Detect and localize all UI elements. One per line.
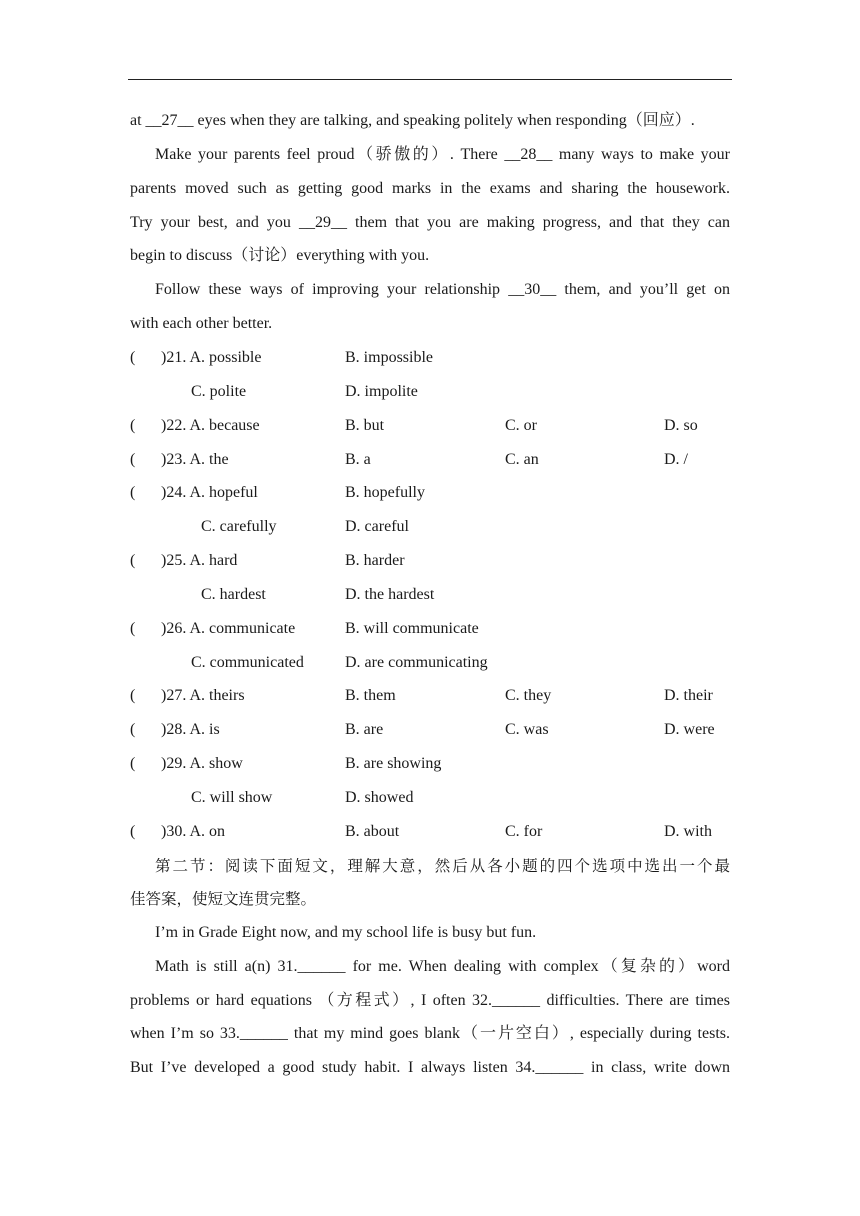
answer-bracket[interactable]: (: [130, 417, 136, 434]
question-22-option-a: )22. A. because: [161, 417, 260, 434]
question-28-option-b: B. are: [345, 721, 384, 738]
section-2-heading: 第二节：阅读下面短文，理解大意，然后从各小题的四个选项中选出一个最: [155, 857, 730, 875]
answer-bracket[interactable]: (: [130, 349, 136, 366]
question-26-option-b: B. will communicate: [345, 620, 479, 637]
question-24-option-d: D. careful: [345, 518, 409, 535]
passage-line: Try your best, and you __29__ them that you are making progress, and that they can: [130, 214, 730, 231]
question-22-option-d: D. so: [664, 417, 698, 434]
question-30-option-a: )30. A. on: [161, 823, 225, 840]
question-30-option-b: B. about: [345, 823, 400, 840]
question-21-option-d: D. impolite: [345, 383, 418, 400]
question-29-option-c: C. will show: [191, 789, 273, 806]
answer-bracket[interactable]: (: [130, 552, 136, 569]
passage-2-line: I’m in Grade Eight now, and my school life is busy but fun.: [155, 924, 537, 941]
question-23-option-d: D. /: [664, 451, 688, 468]
question-28-option-a: )28. A. is: [161, 721, 220, 738]
question-21-option-a: )21. A. possible: [161, 349, 262, 366]
section-2-heading-cont: 佳答案，使短文连贯完整。: [130, 890, 317, 908]
answer-bracket[interactable]: (: [130, 755, 136, 772]
question-29-option-a: )29. A. show: [161, 755, 243, 772]
question-21-option-c: C. polite: [191, 383, 247, 400]
question-28-option-c: C. was: [505, 721, 549, 738]
question-24-option-c: C. carefully: [201, 518, 277, 535]
answer-bracket[interactable]: (: [130, 687, 136, 704]
passage-line: begin to discuss（讨论）everything with you.: [130, 247, 430, 264]
question-29-option-b: B. are showing: [345, 755, 442, 772]
question-22-option-b: B. but: [345, 417, 385, 434]
question-27-option-c: C. they: [505, 687, 552, 704]
question-22-option-c: C. or: [505, 417, 537, 434]
answer-bracket[interactable]: (: [130, 620, 136, 637]
question-27-option-d: D. their: [664, 687, 713, 704]
passage-line: Make your parents feel proud（骄傲的）. There __28__ many ways to make your: [155, 146, 730, 163]
question-26-option-c: C. communicated: [191, 654, 304, 671]
question-23-option-a: )23. A. the: [161, 451, 229, 468]
question-26-option-d: D. are communicating: [345, 654, 488, 671]
answer-bracket[interactable]: (: [130, 484, 136, 501]
passage-2-line: problems or hard equations （方程式）, I often 32.______ difficulties. There are times: [130, 992, 730, 1009]
passage-line: with each other better.: [130, 315, 273, 332]
question-30-option-d: D. with: [664, 823, 712, 840]
question-24-option-a: )24. A. hopeful: [161, 484, 258, 501]
passage-line: Follow these ways of improving your relationship __30__ them, and you’ll get on: [155, 281, 730, 298]
passage-line: parents moved such as getting good marks in the exams and sharing the housework.: [130, 180, 730, 197]
passage-line: at __27__ eyes when they are talking, and speaking politely when responding（回应）.: [130, 112, 695, 129]
question-23-option-b: B. a: [345, 451, 371, 468]
passage-2-line: when I’m so 33.______ that my mind goes blank（一片空白）, especially during tests.: [130, 1025, 730, 1042]
passage-2-line: Math is still a(n) 31.______ for me. When dealing with complex（复杂的）word: [155, 958, 730, 975]
question-25-option-a: )25. A. hard: [161, 552, 238, 569]
question-25-option-b: B. harder: [345, 552, 405, 569]
question-21-option-b: B. impossible: [345, 349, 434, 366]
question-23-option-c: C. an: [505, 451, 539, 468]
question-28-option-d: D. were: [664, 721, 715, 738]
question-26-option-a: )26. A. communicate: [161, 620, 296, 637]
answer-bracket[interactable]: (: [130, 721, 136, 738]
passage-2-line: But I’ve developed a good study habit. I always listen 34.______ in class, write down: [130, 1059, 730, 1076]
question-24-option-b: B. hopefully: [345, 484, 425, 501]
question-25-option-c: C. hardest: [201, 586, 266, 603]
question-27-option-b: B. them: [345, 687, 396, 704]
question-30-option-c: C. for: [505, 823, 543, 840]
question-29-option-d: D. showed: [345, 789, 414, 806]
header-rule: [128, 79, 732, 80]
question-25-option-d: D. the hardest: [345, 586, 435, 603]
answer-bracket[interactable]: (: [130, 823, 136, 840]
answer-bracket[interactable]: (: [130, 451, 136, 468]
question-27-option-a: )27. A. theirs: [161, 687, 245, 704]
